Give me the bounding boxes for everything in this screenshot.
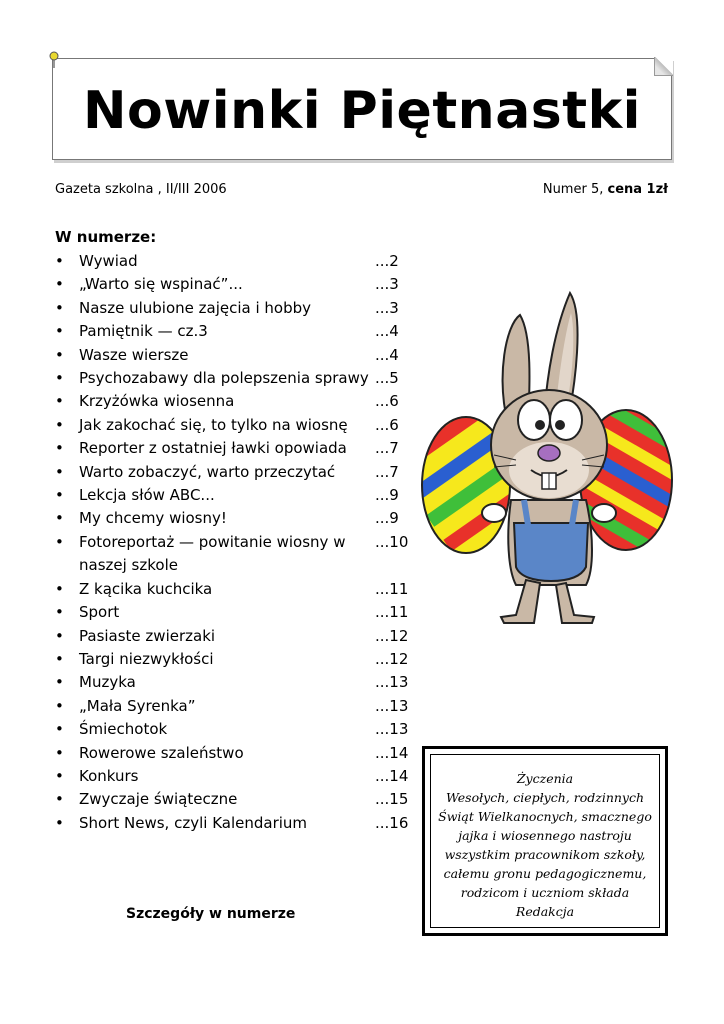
toc-item bbox=[55, 601, 415, 624]
toc-item bbox=[55, 788, 415, 811]
bullet: • bbox=[55, 486, 64, 505]
bullet: • bbox=[55, 579, 64, 598]
toc-item bbox=[55, 742, 415, 765]
toc-item-label: Pasiaste zwierzaki bbox=[79, 626, 216, 645]
toc-item-label: Pamiętnik — cz.3 bbox=[79, 322, 208, 341]
toc-item bbox=[55, 765, 415, 788]
bullet: • bbox=[55, 813, 64, 832]
wish-line: rodzicom i uczniom składa bbox=[460, 885, 630, 900]
bullet: • bbox=[55, 369, 64, 388]
toc-item-page: ...6 bbox=[375, 392, 399, 411]
bullet: • bbox=[55, 439, 64, 458]
toc-item-page: ...7 bbox=[375, 462, 399, 481]
bullet: • bbox=[55, 322, 64, 341]
toc-item bbox=[55, 671, 415, 694]
toc-item bbox=[55, 461, 415, 484]
toc-item-page: ...12 bbox=[375, 649, 409, 668]
bullet: • bbox=[55, 649, 64, 668]
toc-item bbox=[55, 437, 415, 460]
toc-item-page: ...12 bbox=[375, 626, 409, 645]
toc-item-label: Sport bbox=[79, 603, 120, 622]
toc-item-label: Jak zakochać się, to tylko na wiosnę bbox=[79, 415, 348, 434]
toc-item-label: Konkurs bbox=[79, 766, 139, 785]
toc-item-page: ...15 bbox=[375, 790, 409, 809]
toc-item bbox=[55, 484, 415, 507]
toc-item-page: ...14 bbox=[375, 743, 409, 762]
toc-item bbox=[55, 812, 415, 835]
issue-number-text: Numer 5, bbox=[542, 182, 608, 197]
bullet: • bbox=[55, 673, 64, 692]
toc-item bbox=[55, 578, 415, 601]
toc-item-page: ...10 bbox=[375, 532, 409, 551]
toc-item-label: Fotoreportaż — powitanie wiosny w naszej szkole bbox=[79, 532, 346, 575]
toc-item bbox=[55, 273, 415, 296]
toc-item bbox=[55, 367, 415, 390]
toc-item-page: ...4 bbox=[375, 345, 399, 364]
toc-item-label: Muzyka bbox=[79, 673, 136, 692]
issue-number bbox=[543, 182, 668, 197]
title-banner bbox=[52, 58, 672, 160]
toc-item-label: Śmiechotok bbox=[79, 720, 168, 739]
details-note: Szczegóły w numerze bbox=[126, 906, 296, 922]
toc-item-page: ...3 bbox=[375, 298, 399, 317]
toc-item-label: Psychozabawy dla polepszenia sprawy bbox=[79, 369, 369, 388]
toc-item bbox=[55, 297, 415, 320]
toc-item-page: ...6 bbox=[375, 415, 399, 434]
toc-item bbox=[55, 390, 415, 413]
bullet: • bbox=[55, 415, 64, 434]
toc-item-label: Rowerowe szaleństwo bbox=[79, 743, 244, 762]
toc-item bbox=[55, 507, 415, 530]
toc-item-label: Z kącika kuchcika bbox=[79, 579, 213, 598]
toc-item-label: Short News, czyli Kalendarium bbox=[79, 813, 308, 832]
bullet: • bbox=[55, 790, 64, 809]
bullet: • bbox=[55, 298, 64, 317]
toc-item-label: Wasze wiersze bbox=[79, 345, 189, 364]
toc-item-label: Targi niezwykłości bbox=[79, 649, 214, 668]
bullet: • bbox=[55, 603, 64, 622]
toc-item-page: ...9 bbox=[375, 486, 399, 505]
toc-item-label: My chcemy wiosny! bbox=[79, 509, 227, 528]
bullet: • bbox=[55, 626, 64, 645]
toc-item-page: ...4 bbox=[375, 322, 399, 341]
wish-line: wszystkim pracownikom szkoły, bbox=[444, 847, 646, 862]
easter-bunny-illustration bbox=[416, 285, 674, 625]
toc-item bbox=[55, 718, 415, 741]
bullet: • bbox=[55, 275, 64, 294]
bunny-drawing bbox=[416, 285, 674, 625]
toc-item-label: Wywiad bbox=[79, 252, 138, 270]
toc-item-label: Reporter z ostatniej ławki opowiada bbox=[79, 439, 347, 458]
bullet: • bbox=[55, 696, 64, 715]
bullet: • bbox=[55, 532, 64, 551]
toc-item-label: Nasze ulubione zajęcia i hobby bbox=[79, 298, 312, 317]
toc-item-label: „Warto się wspinać”... bbox=[79, 275, 243, 294]
toc-item-label: „Mała Syrenka” bbox=[79, 696, 196, 715]
bullet: • bbox=[55, 392, 64, 411]
toc-item bbox=[55, 648, 415, 671]
toc-item-page: ...2 bbox=[375, 252, 399, 270]
toc-item-page: ...7 bbox=[375, 439, 399, 458]
easter-wishes-box bbox=[422, 746, 668, 936]
toc-item bbox=[55, 250, 415, 273]
toc-item-label: Krzyżówka wiosenna bbox=[79, 392, 235, 411]
bullet: • bbox=[55, 509, 64, 528]
toc-item-page: ...13 bbox=[375, 720, 409, 739]
toc-item-page: ...9 bbox=[375, 509, 399, 528]
issue-price: cena 1zł bbox=[607, 182, 668, 197]
pushpin-icon bbox=[47, 51, 61, 69]
wish-line: Wesołych, ciepłych, rodzinnych bbox=[445, 790, 645, 805]
toc-item-page: ...14 bbox=[375, 766, 409, 785]
bullet: • bbox=[55, 252, 64, 270]
toc-item-page: ...16 bbox=[375, 813, 409, 832]
page-curl-corner bbox=[654, 57, 673, 76]
toc-item-page: ...11 bbox=[375, 603, 409, 622]
easter-wishes-text bbox=[430, 754, 660, 928]
wish-line: jajka i wiosennego nastroju bbox=[458, 828, 632, 843]
wish-line: Życzenia bbox=[516, 771, 574, 786]
toc-item bbox=[55, 625, 415, 648]
toc-item-page: ...5 bbox=[375, 369, 399, 388]
bullet: • bbox=[55, 462, 64, 481]
wish-line: Redakcja bbox=[515, 904, 575, 919]
bullet: • bbox=[55, 766, 64, 785]
toc-item-page: ...3 bbox=[375, 275, 399, 294]
bullet: • bbox=[55, 345, 64, 364]
toc-item-page: ...11 bbox=[375, 579, 409, 598]
table-of-contents bbox=[55, 250, 415, 835]
bullet: • bbox=[55, 743, 64, 762]
toc-item-page: ...13 bbox=[375, 673, 409, 692]
toc-item bbox=[55, 695, 415, 718]
toc-item bbox=[55, 414, 415, 437]
issue-info: Gazeta szkolna , II/III 2006 bbox=[55, 182, 227, 197]
toc-item-page: ...13 bbox=[375, 696, 409, 715]
toc-item bbox=[55, 344, 415, 367]
toc-item bbox=[55, 320, 415, 343]
toc-item-label: Warto zobaczyć, warto przeczytać bbox=[79, 462, 336, 481]
bullet: • bbox=[55, 720, 64, 739]
newspaper-title: Nowinki Piętnastki bbox=[82, 81, 642, 141]
wish-line: całemu gronu pedagogicznemu, bbox=[443, 866, 647, 881]
toc-item-label: Zwyczaje świąteczne bbox=[79, 790, 238, 809]
toc-item bbox=[55, 531, 415, 578]
toc-item-label: Lekcja słów ABC... bbox=[79, 486, 215, 505]
toc-heading: W numerze: bbox=[55, 228, 157, 246]
wish-line: Świąt Wielkanocnych, smacznego bbox=[438, 809, 652, 824]
